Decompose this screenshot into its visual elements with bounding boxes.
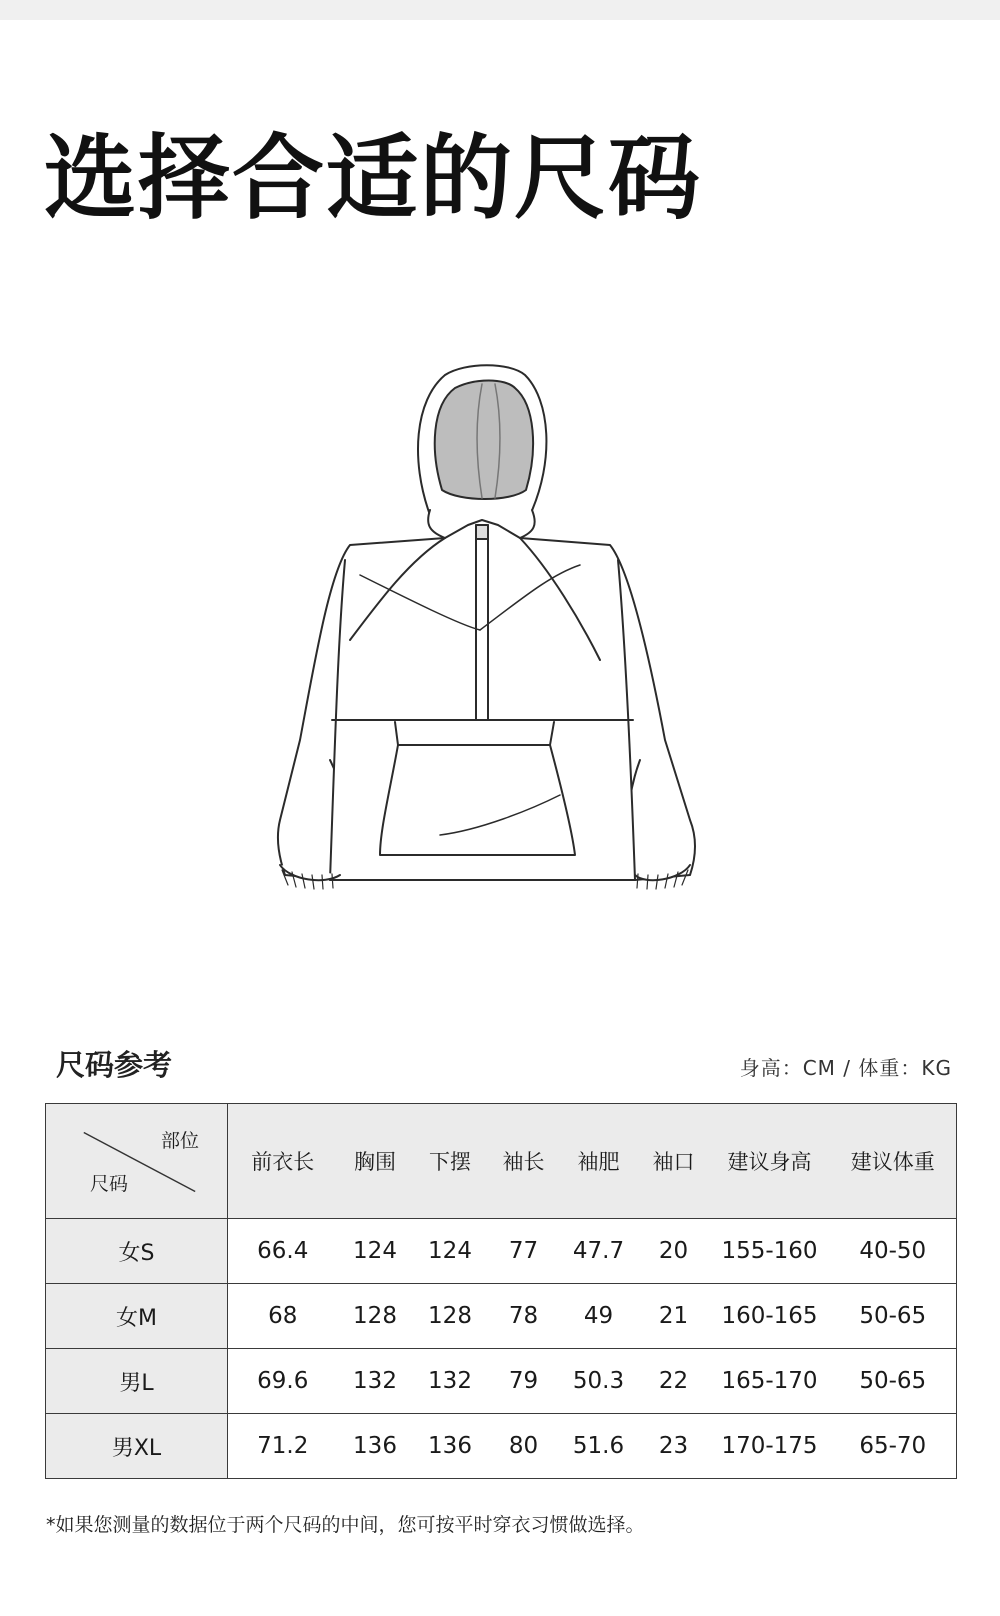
table-cell: 128: [413, 1284, 488, 1349]
jacket-illustration: [220, 360, 760, 920]
size-table: [45, 1103, 957, 1479]
table-cell: 78: [488, 1284, 560, 1349]
table-cell: 20: [638, 1219, 710, 1284]
column-header: 袖长: [488, 1104, 560, 1219]
table-cell: 21: [638, 1284, 710, 1349]
table-cell: 23: [638, 1414, 710, 1479]
table-cell: 68: [228, 1284, 338, 1349]
table-cell: 66.4: [228, 1219, 338, 1284]
table-row: [46, 1284, 957, 1349]
column-header: 建议体重: [830, 1104, 957, 1219]
table-cell: 51.6: [560, 1414, 638, 1479]
column-header: 前衣长: [228, 1104, 338, 1219]
column-header: 袖肥: [560, 1104, 638, 1219]
table-cell: 40-50: [830, 1219, 957, 1284]
table-cell: 124: [413, 1219, 488, 1284]
top-band: [0, 0, 1000, 20]
size-label: 女S: [46, 1219, 228, 1284]
table-row: [46, 1219, 957, 1284]
table-cell: 165-170: [710, 1349, 830, 1414]
corner-label-size: 尺码: [90, 1173, 129, 1195]
table-cell: 50.3: [560, 1349, 638, 1414]
size-label: 女M: [46, 1284, 228, 1349]
table-cell: 136: [338, 1414, 413, 1479]
column-header: 袖口: [638, 1104, 710, 1219]
table-cell: 80: [488, 1414, 560, 1479]
table-row: [46, 1414, 957, 1479]
table-cell: 50-65: [830, 1349, 957, 1414]
table-cell: 132: [338, 1349, 413, 1414]
table-cell: 128: [338, 1284, 413, 1349]
table-corner-cell: [46, 1104, 228, 1219]
diagonal-divider: [46, 1104, 227, 1218]
table-cell: 49: [560, 1284, 638, 1349]
table-cell: 132: [413, 1349, 488, 1414]
column-header: 下摆: [413, 1104, 488, 1219]
page-title: 选择合适的尺码: [44, 125, 703, 232]
table-cell: 160-165: [710, 1284, 830, 1349]
table-row: [46, 1349, 957, 1414]
column-header: 建议身高: [710, 1104, 830, 1219]
table-cell: 50-65: [830, 1284, 957, 1349]
footnote: *如果您测量的数据位于两个尺码的中间，您可按平时穿衣习惯做选择。: [46, 1514, 645, 1536]
size-label: 男XL: [46, 1414, 228, 1479]
table-cell: 65-70: [830, 1414, 957, 1479]
size-label: 男L: [46, 1349, 228, 1414]
table-cell: 124: [338, 1219, 413, 1284]
table-cell: 77: [488, 1219, 560, 1284]
table-cell: 170-175: [710, 1414, 830, 1479]
table-cell: 69.6: [228, 1349, 338, 1414]
units-note: 身高：CM / 体重：KG: [739, 1056, 952, 1080]
table-cell: 155-160: [710, 1219, 830, 1284]
table-cell: 79: [488, 1349, 560, 1414]
table-cell: 71.2: [228, 1414, 338, 1479]
table-cell: 47.7: [560, 1219, 638, 1284]
table-header-row: [46, 1104, 957, 1219]
section-title: 尺码参考: [56, 1048, 173, 1082]
table-cell: 136: [413, 1414, 488, 1479]
table-cell: 22: [638, 1349, 710, 1414]
corner-label-part: 部位: [160, 1130, 199, 1152]
column-header: 胸围: [338, 1104, 413, 1219]
